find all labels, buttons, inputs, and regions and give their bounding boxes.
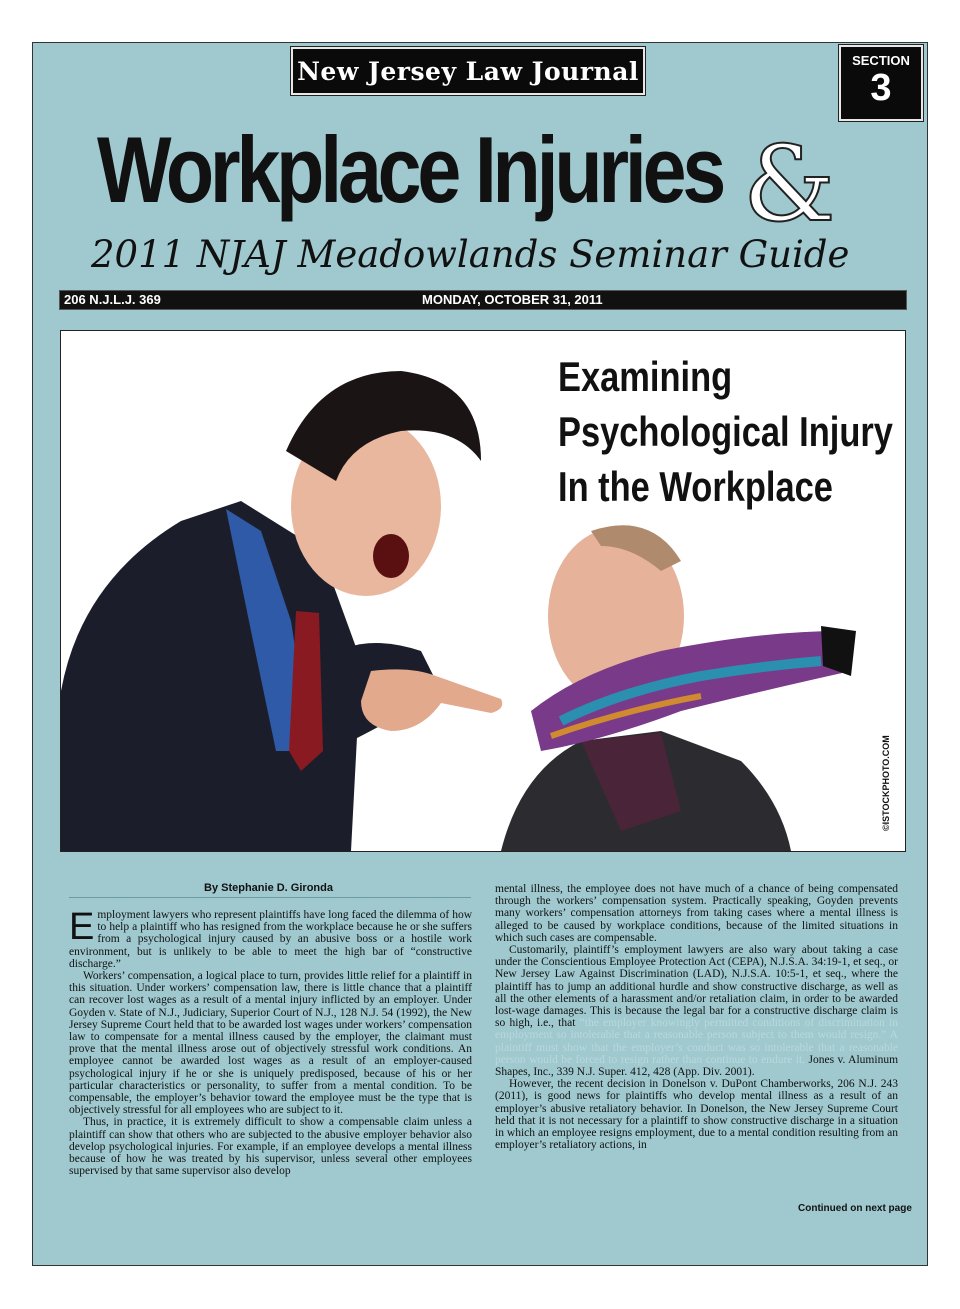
article-column-left xyxy=(69,906,472,1178)
faded-quote: “the employer knowingly permitted conditions of discrimination in employment so intolerable that a reasonable person subject to them would resign.” A plaintiff must show that the employer’s conduct was so intolerable that a reasonable person would be forced to resign rather than continue to endure it. xyxy=(495,1017,899,1066)
headline: Workplace Injuries xyxy=(97,117,723,222)
subheadline: 2011 NJAJ Meadowlands Seminar Guide xyxy=(91,233,850,276)
photo-credit: ©ISTOCKPHOTO.COM xyxy=(881,735,891,831)
paragraph-text: mployment lawyers who represent plaintiffs have long faced the dilemma of how to help a plaintiff who has resigned from the workplace because he or she suffers from a psychological injury caused by an abusive boss or a hostile work environment, but is unlikely to be able to meet the high bar of “constructive discharge.” xyxy=(69,909,472,970)
page-frame xyxy=(32,42,928,1266)
byline-divider xyxy=(69,897,471,898)
citation: 206 N.J.L.J. 369 xyxy=(64,292,161,307)
feature-title xyxy=(558,349,893,514)
masthead-title: New Jersey Law Journal xyxy=(297,56,639,86)
article-paragraph xyxy=(69,906,472,970)
headline-ampersand: & xyxy=(743,123,836,245)
article-paragraph xyxy=(495,944,898,1078)
section-number: 3 xyxy=(870,67,892,109)
byline: By Stephanie D. Gironda xyxy=(204,882,333,894)
feature-title-line: Psychological Injury xyxy=(558,408,893,455)
continued-link[interactable]: Continued on next page xyxy=(798,1203,912,1214)
article-paragraph: Thus, in practice, it is extremely difficult to show a compensable claim unless a plaintiff can show that others who are subjected to the abusive employer behavior also develop psychological injuries. For example, if an employee develops a mental illness because of how he was treated by his supervisor, unless several other employees supervised by that same supervisor also develop xyxy=(69,1116,472,1178)
paragraph-text: Customarily, plaintiff’s employment lawyers are also wary about taking a case under the Conscientious Employee Protection Act (CEPA), N.J.S.A. 34:19-1, et seq., or New Jersey Law Against Discrimination (LAD), N.J.S.A. 10:5-1, et seq., where the plaintiff has to jump an additional hurdle and show constructive discharge, as well as all the other elements of a harassment and/or retaliation claim, in order to be awarded lost-wage damages. This is because the legal bar for a constructive discharge claim is so high, i.e., that xyxy=(495,944,898,1030)
masthead xyxy=(291,47,645,95)
case-citation: Jones v. Aluminum Shapes, Inc., 339 N.J. Super. 412, 428 (App. Div. 2001). xyxy=(495,1053,899,1079)
article-column-right xyxy=(495,883,898,1151)
article-paragraph: However, the recent decision in Donelson v. DuPont Chamberworks, 206 N.J. 243 (2011), is good news for plaintiffs who develop mental illness as a result of an employer’s abusive retaliatory behavior. In Donelson, the New Jersey Supreme Court held that it is not necessary for a plaintiff to show constructive discharge in a situation in which an employee resigns employment, due to a mental condition resulting from an employer’s retaliatory actions, in xyxy=(495,1078,898,1152)
section-label: SECTION xyxy=(852,53,910,68)
issue-date: MONDAY, OCTOBER 31, 2011 xyxy=(422,292,603,307)
section-badge xyxy=(839,45,923,121)
feature-title-line: In the Workplace xyxy=(558,463,833,510)
feature-title-line: Examining xyxy=(558,353,733,400)
dateline-bar xyxy=(59,290,907,310)
article-paragraph: mental illness, the employee does not have much of a chance of being compensated through the workers’ compensation system. Practically speaking, Goyden prevents many workers’ compensation attorneys from taking cases where a mental illness is alleged to be caused by workplace conditions, because of the limited situations in which such cases are compensable. xyxy=(495,883,898,944)
feature-photo xyxy=(60,330,906,852)
article-paragraph: Workers’ compensation, a logical place to turn, provides little relief for a plaintiff in this situation. Under workers’ compensation law, there is little chance that a plaintiff can recover lost wages as a result of a mental injury inflicted by an employer. Under Goyden v. State of N.J., Judiciary, Superior Court of N.J., 128 N.J. 54 (1992), the New Jersey Supreme Court held that to be awarded lost wages under workers’ compensation law to compensate for a mental illness caused by the employer, the claimant must prove that the mental illness arose out of objectively stressful work conditions. An employee cannot be awarded lost wages as a result of an employer-caused psychological injury if he or she is uniquely predisposed, because of his or her particular characteristics or personality, to suffer from a mental condition. To be compensable, the employer’s behavior toward the employee must be the type that is objectively stressful for all employees who are subject to it. xyxy=(69,970,472,1117)
drop-cap: E xyxy=(69,906,95,948)
